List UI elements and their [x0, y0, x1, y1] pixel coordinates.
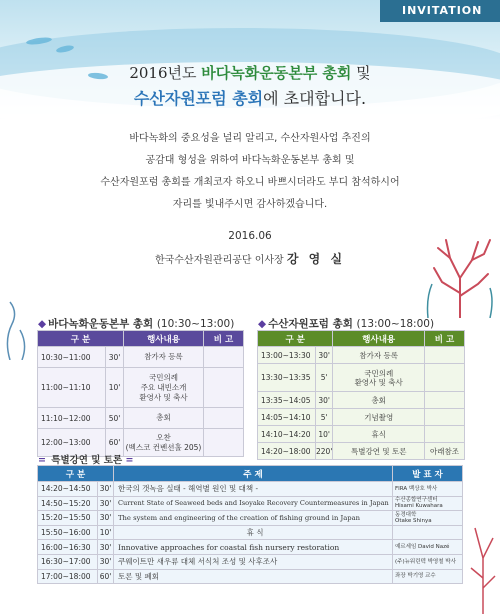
table-row: 15:20~15:50 30' The system and engineering of the creation of fishing ground in Japan 동경대학 Otake Shinya [38, 511, 463, 526]
section-b-table [257, 330, 465, 460]
section-a-table [37, 330, 244, 457]
seaweed-icon [0, 300, 40, 360]
coral-icon [463, 468, 500, 614]
col-header: 구 분 [258, 331, 333, 347]
table-row: 16:30~17:00 30' 쿠웨이트만 새우류 대체 서식처 조성 및 사후조사 (주)뉴워린텍 박영철 박사 [38, 554, 463, 569]
table-row: 11:10~12:00 50' 총회 [38, 408, 244, 429]
col-header: 구 분 [38, 331, 124, 347]
table-row: 11:00~11:10 10' 국민의례 주요 내빈소개 환영사 및 축사 [38, 368, 244, 408]
table-row: 10:30~11:00 30' 참가자 등록 [38, 347, 244, 368]
section-c-table [37, 465, 463, 584]
title-line-2: 수산자원포럼 총회에 초대합니다. [133, 89, 367, 108]
body-line: 공감대 형성을 위하여 바다녹화운동본부 총회 및 [145, 155, 355, 166]
section-b-title: ◆ 수산자원포럼 총회 (13:00~18:00) [258, 318, 435, 330]
col-header: 발 표 자 [393, 466, 463, 482]
col-header: 행사내용 [124, 331, 204, 347]
table-row: 12:00~13:00 60' 오찬 (벡스코 컨벤션홀 205) [38, 429, 244, 457]
body-line: 자리를 빛내주시면 감사하겠습니다. [172, 199, 328, 210]
coral-icon [420, 218, 500, 318]
table-row: 13:00~13:30 30' 참가자 등록 [258, 347, 465, 364]
body-line: 바다녹화의 중요성을 널리 알리고, 수산자원사업 추진의 [129, 133, 371, 144]
section-c-title: = 특별강연 및 토론 = [38, 455, 134, 466]
col-header: 행사내용 [333, 331, 425, 347]
col-header: 주 제 [114, 466, 393, 482]
table-row: 14:20~18:00 220' 특별강연 및 토론 아래참조 [258, 443, 465, 460]
title-line-1: 2016년도 바다녹화운동본부 총회 및 [129, 64, 371, 82]
table-row: 14:05~14:10 5' 기념촬영 [258, 409, 465, 426]
table-row: 13:30~13:35 5' 국민의례 환영사 및 축사 [258, 364, 465, 392]
invitation-tab: INVITATION [380, 0, 500, 22]
table-row: 14:10~14:20 10' 휴식 [258, 426, 465, 443]
col-header: 구 분 [38, 466, 114, 482]
invitation-body [0, 128, 500, 216]
col-header: 비 고 [425, 331, 465, 347]
table-row: 14:20~14:50 30' 한국의 갯녹음 실태 - 해역별 원인 및 대책 - FIRA 백상호 박사 [38, 482, 463, 497]
table-row: 17:00~18:00 60' 토론 및 폐회 좌장 박기영 교수 [38, 569, 463, 584]
table-row: 14:50~15:20 30' Current State of Seaweed beds and Isoyake Recovery Countermeasures in Japan 수산종합연구센터 Hisami Kuwahara [38, 496, 463, 511]
table-row: 13:35~14:05 30' 총회 [258, 392, 465, 409]
section-a-title: ◆ 바다녹화운동본부 총회 (10:30~13:00) [38, 318, 235, 330]
table-row: 15:50~16:00 10' 휴 식 [38, 525, 463, 540]
date: 2016.06 [228, 230, 272, 242]
body-line: 수산자원포럼 총회를 개최코자 하오니 바쁘시더라도 부디 참석하시어 [100, 177, 400, 188]
signature: 한국수산자원관리공단 이사장 강 영 실 [154, 252, 346, 266]
table-row: 16:00~16:30 30' Innovative approaches for coastal fish nursery restoration 예르세임 David Nazé [38, 540, 463, 555]
col-header: 비 고 [204, 331, 244, 347]
